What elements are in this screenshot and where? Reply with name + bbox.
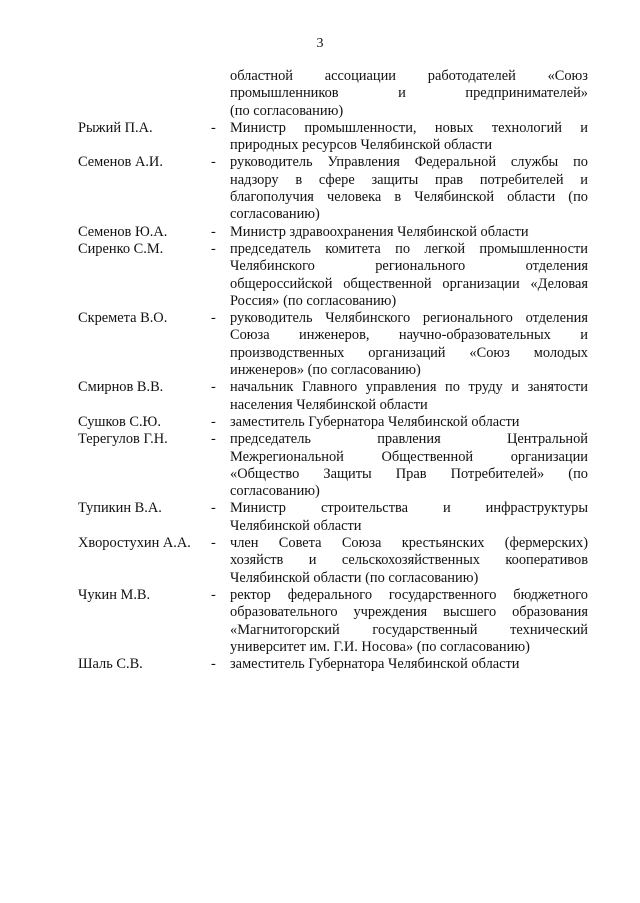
entry-dash: -: [211, 223, 216, 240]
member-name: [78, 68, 211, 120]
member-position: [230, 431, 588, 500]
entry-dash: -: [211, 500, 216, 517]
member-name: Хворостухин А.А.: [78, 535, 191, 552]
position-line: инженеров» (по согласованию): [230, 362, 421, 379]
member-entry: [78, 120, 588, 155]
member-entry: [78, 535, 588, 587]
position-line: председатель правления Центральной: [230, 431, 588, 448]
member-position: [230, 224, 588, 241]
entry-dash: -: [211, 535, 216, 552]
position-line: Челябинской области: [230, 517, 362, 534]
position-line: Министр здравоохранения Челябинской области: [230, 223, 529, 240]
member-position: [230, 656, 588, 673]
member-entry: [78, 379, 588, 414]
position-line: надзору в сфере защиты прав потребителей и: [230, 171, 588, 188]
position-line: благополучия человека в Челябинской области (по: [230, 189, 588, 206]
members-list: [78, 68, 588, 673]
member-name: Сушков С.Ю.: [78, 413, 161, 430]
position-line: Челябинской области (по согласованию): [230, 569, 479, 586]
entry-dash: -: [211, 586, 216, 603]
position-line: Межрегиональной Общественной организации: [230, 448, 588, 465]
member-name: Скремета В.О.: [78, 310, 168, 327]
member-name: Семенов А.И.: [78, 154, 163, 171]
member-position: [230, 379, 588, 414]
member-entry: [78, 587, 588, 656]
position-line: областной ассоциации работодателей «Союз: [230, 68, 588, 84]
position-line: природных ресурсов Челябинской области: [230, 137, 493, 154]
entry-dash: -: [211, 379, 216, 396]
member-entry: [78, 68, 588, 120]
member-name: Сиренко С.М.: [78, 240, 164, 257]
position-line: начальник Главного управления по труду и занятости: [230, 379, 588, 396]
member-position: [230, 310, 588, 379]
member-entry: [78, 224, 588, 241]
position-line: общероссийской общественной организации «Деловая: [230, 275, 588, 292]
member-entry: [78, 241, 588, 310]
member-position: [230, 68, 588, 120]
position-line: Челябинского регионального отделения: [230, 258, 588, 275]
position-line: хозяйств и сельскохозяйственных кооперативов: [230, 552, 588, 569]
member-position: [230, 500, 588, 535]
position-line: образовательного учреждения высшего образования: [230, 604, 588, 621]
position-line: заместитель Губернатора Челябинской области: [230, 656, 520, 673]
position-line: (по согласованию): [230, 102, 344, 119]
position-line: промышленников и предпринимателей»: [230, 85, 588, 102]
entry-dash: -: [211, 119, 216, 136]
position-line: «Общество Защиты Прав Потребителей» (по: [230, 465, 588, 482]
position-line: согласованию): [230, 483, 320, 500]
entry-dash: -: [211, 656, 216, 673]
member-name: Чукин М.В.: [78, 586, 151, 603]
entry-dash: -: [211, 413, 216, 430]
page-number: 3: [316, 36, 324, 51]
member-entry: [78, 310, 588, 379]
entry-dash: -: [211, 240, 216, 257]
member-entry: [78, 154, 588, 223]
member-position: [230, 414, 588, 431]
position-line: Россия» (по согласованию): [230, 292, 397, 309]
position-line: согласованию): [230, 206, 320, 223]
member-position: [230, 241, 588, 310]
position-line: заместитель Губернатора Челябинской области: [230, 413, 520, 430]
member-name: Терегулов Г.Н.: [78, 431, 168, 448]
position-line: Союза инженеров, научно-образовательных и: [230, 327, 588, 344]
position-line: университет им. Г.И. Носова» (по согласованию): [230, 638, 530, 655]
member-name: Смирнов В.В.: [78, 379, 164, 396]
position-line: руководитель Управления Федеральной службы по: [230, 154, 588, 171]
member-position: [230, 120, 588, 155]
position-line: ректор федерального государственного бюджетного: [230, 586, 588, 603]
position-line: Министр промышленности, новых технологий и: [230, 119, 588, 136]
position-line: член Совета Союза крестьянских (фермерских): [230, 535, 588, 552]
entry-dash: -: [211, 154, 216, 171]
position-line: Министр строительства и инфраструктуры: [230, 500, 588, 517]
position-line: производственных организаций «Союз молодых: [230, 344, 588, 361]
member-name: Тупикин В.А.: [78, 500, 162, 517]
member-name: Шаль С.В.: [78, 656, 143, 673]
position-line: председатель комитета по легкой промышленности: [230, 240, 588, 257]
position-line: населения Челябинской области: [230, 396, 428, 413]
member-name: Рыжий П.А.: [78, 119, 153, 136]
entry-dash: -: [211, 431, 216, 448]
member-entry: [78, 656, 588, 673]
entry-dash: [211, 68, 230, 120]
member-position: [230, 535, 588, 587]
position-line: руководитель Челябинского регионального отделения: [230, 310, 588, 327]
member-entry: [78, 431, 588, 500]
position-line: «Магнитогорский государственный технический: [230, 621, 588, 638]
member-position: [230, 154, 588, 223]
member-name: Семенов Ю.А.: [78, 223, 168, 240]
member-entry: [78, 500, 588, 535]
entry-dash: -: [211, 310, 216, 327]
member-position: [230, 587, 588, 656]
member-entry: [78, 414, 588, 431]
